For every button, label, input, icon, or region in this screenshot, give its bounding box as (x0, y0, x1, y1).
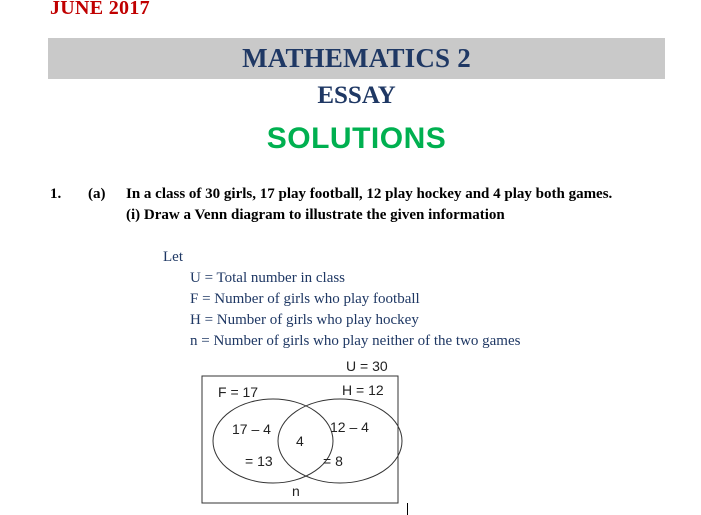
hockey-only-value: = 8 (323, 453, 343, 469)
exam-date: JUNE 2017 (50, 0, 150, 19)
text-cursor (407, 503, 408, 515)
hockey-set-label: H = 12 (342, 382, 384, 398)
solutions-heading: SOLUTIONS (266, 122, 447, 155)
title-bar (48, 38, 665, 79)
definition-u: U = Total number in class (190, 270, 346, 286)
question-number: 1. (50, 186, 62, 202)
venn-diagram (190, 355, 410, 507)
football-set-circle (213, 399, 333, 483)
intersection-value: 4 (296, 433, 304, 449)
universal-set-label: U = 30 (346, 358, 388, 374)
question-part: (a) (88, 186, 106, 202)
question-subpart: (i) Draw a Venn diagram to illustrate the given information (126, 207, 505, 223)
question-text: In a class of 30 girls, 17 play football, 12 play hockey and 4 play both games. (126, 186, 613, 202)
definition-h: H = Number of girls who play hockey (190, 312, 419, 328)
document-title: MATHEMATICS 2 (242, 43, 471, 73)
hockey-only-expression: 12 – 4 (330, 419, 369, 435)
definition-f: F = Number of girls who play football (190, 291, 420, 307)
football-only-value: = 13 (245, 453, 273, 469)
neither-label: n (292, 483, 300, 499)
let-label: Let (163, 249, 183, 265)
football-set-label: F = 17 (218, 384, 259, 400)
football-only-expression: 17 – 4 (232, 421, 271, 437)
definition-n: n = Number of girls who play neither of the two games (190, 333, 521, 349)
document-subtitle: ESSAY (317, 82, 396, 109)
